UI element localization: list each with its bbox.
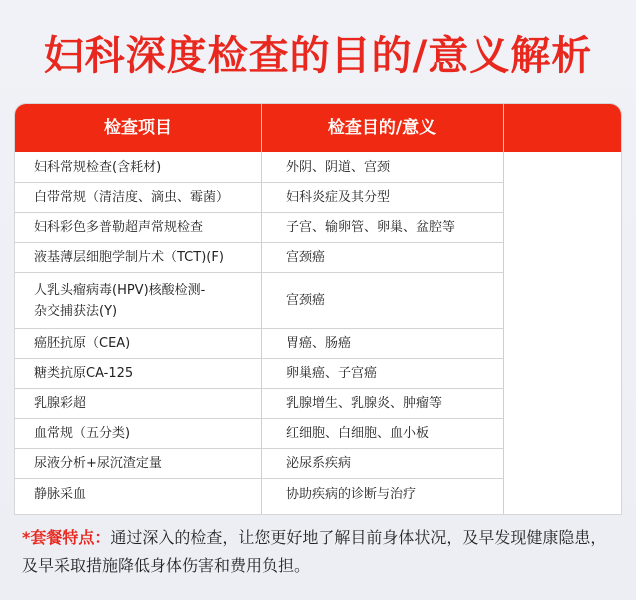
exam-item-cell: 乳腺彩超 [34,396,87,411]
exam-table [14,103,622,515]
exam-purpose-cell: 卵巢癌、子宫癌 [286,366,378,381]
table-row [15,213,503,243]
package-features-note [22,524,622,580]
header-empty-column [503,104,622,152]
table-row [15,243,503,273]
exam-item-cell: 液基薄层细胞学制片术（TCT)(F) [34,250,224,265]
exam-item-cell: 癌胚抗原（CEA) [34,336,131,351]
table-row [15,329,503,359]
table-row [15,273,503,329]
exam-item-cell: 静脉采血 [34,487,87,502]
page-title: 妇科深度检查的目的/意义解析 [43,33,593,79]
exam-item-cell: 人乳头瘤病毒(HPV)核酸检测- 杂交捕获法(Y) [34,282,206,319]
table-body [15,152,503,510]
table-row [15,389,503,419]
exam-item-cell: 糖类抗原CA-125 [34,366,134,381]
exam-item-cell: 妇科常规检查(含耗材) [34,159,162,175]
exam-purpose-cell: 协助疾病的诊断与治疗 [286,487,417,502]
table-row [15,419,503,449]
exam-purpose-cell: 红细胞、白细胞、血小板 [286,426,430,441]
header-exam-purpose: 检查目的/意义 [327,118,437,138]
exam-item-cell: 妇科彩色多普勒超声常规检查 [34,220,204,235]
exam-purpose-cell: 宫颈癌 [286,293,326,308]
table-row [15,449,503,479]
exam-item-cell: 白带常规（清洁度、滴虫、霉菌） [34,190,230,205]
table-row [15,359,503,389]
table-row [15,183,503,213]
header-exam-item: 检查项目 [104,118,172,138]
package-features-label: *套餐特点： [22,528,111,547]
package-features-text: 通过深入的检查，让您更好地了解目前身体状况，及早发现健康隐患，及早采取措施降低身体伤害和费用负担。 [22,528,607,575]
table-row [15,479,503,510]
table-row [15,152,503,183]
exam-purpose-cell: 胃癌、肠癌 [286,336,352,351]
table-header [15,104,622,152]
exam-purpose-cell: 乳腺增生、乳腺炎、肿瘤等 [286,396,443,411]
exam-purpose-cell: 子宫、输卵管、卵巢、盆腔等 [286,220,456,235]
exam-item-cell: 尿液分析+尿沉渣定量 [34,456,162,471]
exam-purpose-cell: 妇科炎症及其分型 [286,190,391,205]
exam-item-cell: 血常规（五分类) [34,426,131,441]
exam-purpose-cell: 宫颈癌 [286,250,326,265]
exam-purpose-cell: 泌尿系疾病 [286,456,352,471]
exam-purpose-cell: 外阴、阴道、宫颈 [286,159,391,175]
column-divider [503,104,504,515]
